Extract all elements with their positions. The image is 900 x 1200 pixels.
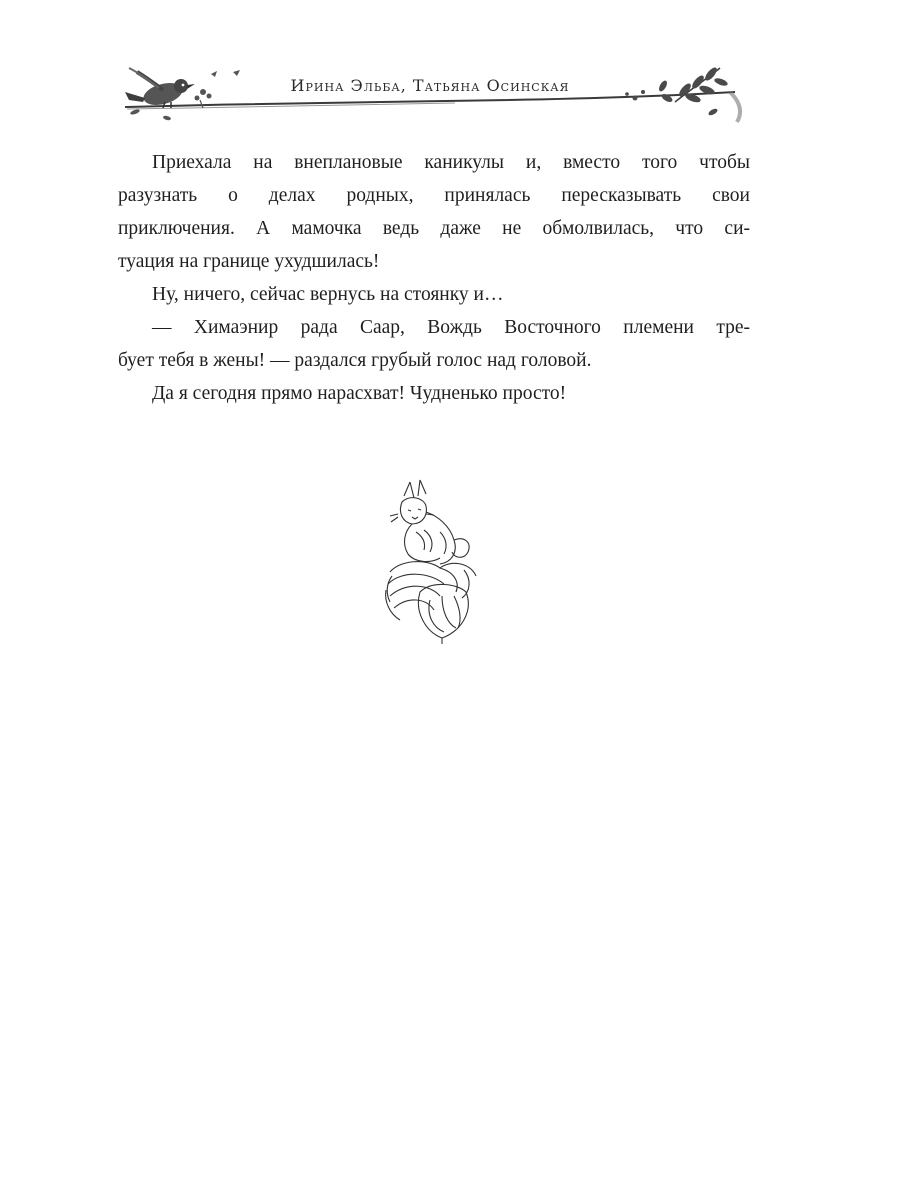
- running-head-author: Ирина Эльба, Татьяна Осинская: [290, 76, 570, 95]
- text-line: приключения. А мамочка ведь даже не обмолвилась, что си-: [118, 218, 750, 239]
- text-line: Ну, ничего, сейчас вернусь на стоянку и…: [152, 284, 504, 305]
- paragraph: [118, 311, 750, 377]
- body-text: [118, 146, 750, 410]
- paragraph: [118, 377, 750, 410]
- text-line: разузнать о делах родных, принялась пересказывать свои: [118, 185, 750, 206]
- page-header: [115, 52, 745, 132]
- text-line: Да я сегодня прямо нарасхват! Чудненько просто!: [152, 383, 567, 404]
- text-line: Приехала на внеплановые каникулы и, вместо того чтобы: [152, 152, 750, 173]
- lynx-vignette-icon: [380, 472, 485, 647]
- text-line: — Химаэнир рада Саар, Вождь Восточного племени тре-: [152, 317, 750, 338]
- text-line: туация на границе ухудшилась!: [118, 251, 380, 272]
- text-line: бует тебя в жены! — раздался грубый голос над головой.: [118, 350, 592, 371]
- paragraph: [118, 146, 750, 278]
- paragraph: [118, 278, 750, 311]
